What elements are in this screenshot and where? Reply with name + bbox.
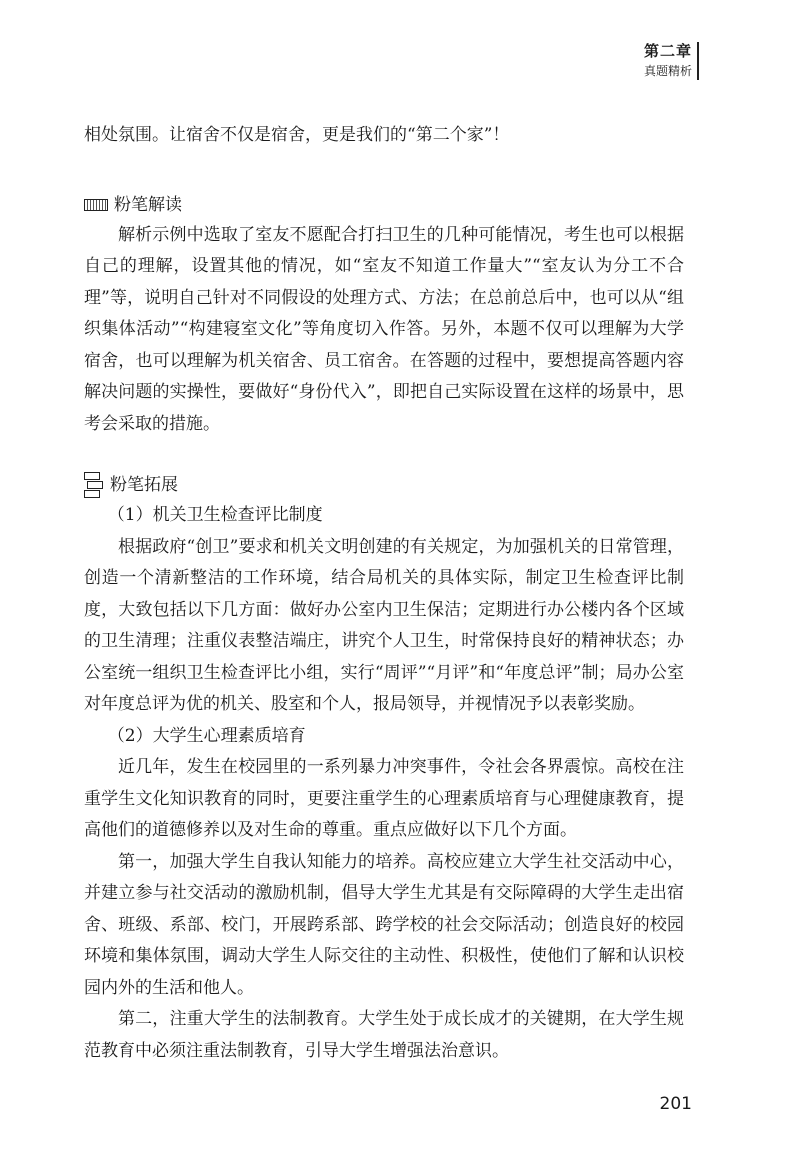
page-number: 201 bbox=[659, 1094, 692, 1114]
subheading-1: （1）机关卫生检查评比制度 bbox=[107, 505, 323, 525]
section-title-text: 粉笔拓展 bbox=[110, 475, 178, 495]
subheading-2: （2）大学生心理素质培育 bbox=[107, 725, 306, 746]
chapter-subtitle: 真题精析 bbox=[643, 64, 692, 78]
paragraph-hygiene: 根据政府“创卫”要求和机关文明创建的有关规定，为加强机关的日常管理，创造一个清新整洁的工作环境，结合局机关的具体实际，制定卫生检查评比制度，大致包括以下几方面：做好办公室内卫生保洁；定期进行办公楼内各个区域的卫生清理；注重仪表整洁端庄，讲究个人卫生，时常保持良好的精神状态；办公室统一组织卫生检查评比小组，实行“周评”“月评”和“年度总评”制；局办公室对年度总评为优的机关、股室和个人，报局领导，并视情况予以表彰奖励。 bbox=[84, 536, 684, 714]
section-title-interpretation bbox=[84, 190, 684, 220]
paragraph-psych-intro: 近几年，发生在校园里的一系列暴力冲突事件，令社会各界震惊。高校在注重学生文化知识教育的同时，更要注重学生的心理素质培育与心理健康教育，提高他们的道德修养以及对生命的尊重。重点应做好以下几个方面。 bbox=[84, 757, 684, 840]
lead-line: 相处氛围。让宿舍不仅是宿舍，更是我们的“第二个家”！ bbox=[84, 125, 510, 145]
section-title-text: 粉笔解读 bbox=[114, 194, 182, 215]
section-stack-icon bbox=[84, 472, 100, 498]
paragraph-psych-second: 第二，注重大学生的法制教育。大学生处于成长成才的关键期，在大学生规范教育中必须注重法制教育，引导大学生增强法治意识。 bbox=[84, 1009, 684, 1061]
running-header bbox=[644, 40, 692, 80]
section-title-extension bbox=[84, 470, 684, 500]
section-marker-icon bbox=[84, 199, 108, 211]
header-divider bbox=[697, 42, 699, 80]
chapter-label: 第二章 bbox=[643, 42, 692, 60]
paragraph-psych-first: 第一，加强大学生自我认知能力的培养。高校应建立大学生社交活动中心，并建立参与社交活动的激励机制，倡导大学生尤其是有交际障碍的大学生走出宿舍、班级、系部、校门，开展跨系部、跨学校的社会交际活动；创造良好的校园环境和集体氛围，调动大学生人际交往的主动性、积极性，使他们了解和认识校园内外的生活和他人。 bbox=[84, 851, 684, 998]
page-body bbox=[84, 120, 684, 1067]
interpretation-paragraph: 解析示例中选取了室友不愿配合打扫卫生的几种可能情况，考生也可以根据自己的理解，设置其他的情况，如“室友不知道工作量大”“室友认为分工不合理”等，说明自己针对不同假设的处理方式、方法；在总前总后中，也可以从“组织集体活动”“构建寝室文化”等角度切入作答。另外，本题不仅可以理解为大学宿舍，也可以理解为机关宿舍、员工宿舍。在答题的过程中，要想提高答题内容解决问题的实操性，要做好“身份代入”，即把自己实际设置在这样的场景中，思考会采取的措施。 bbox=[84, 224, 684, 434]
